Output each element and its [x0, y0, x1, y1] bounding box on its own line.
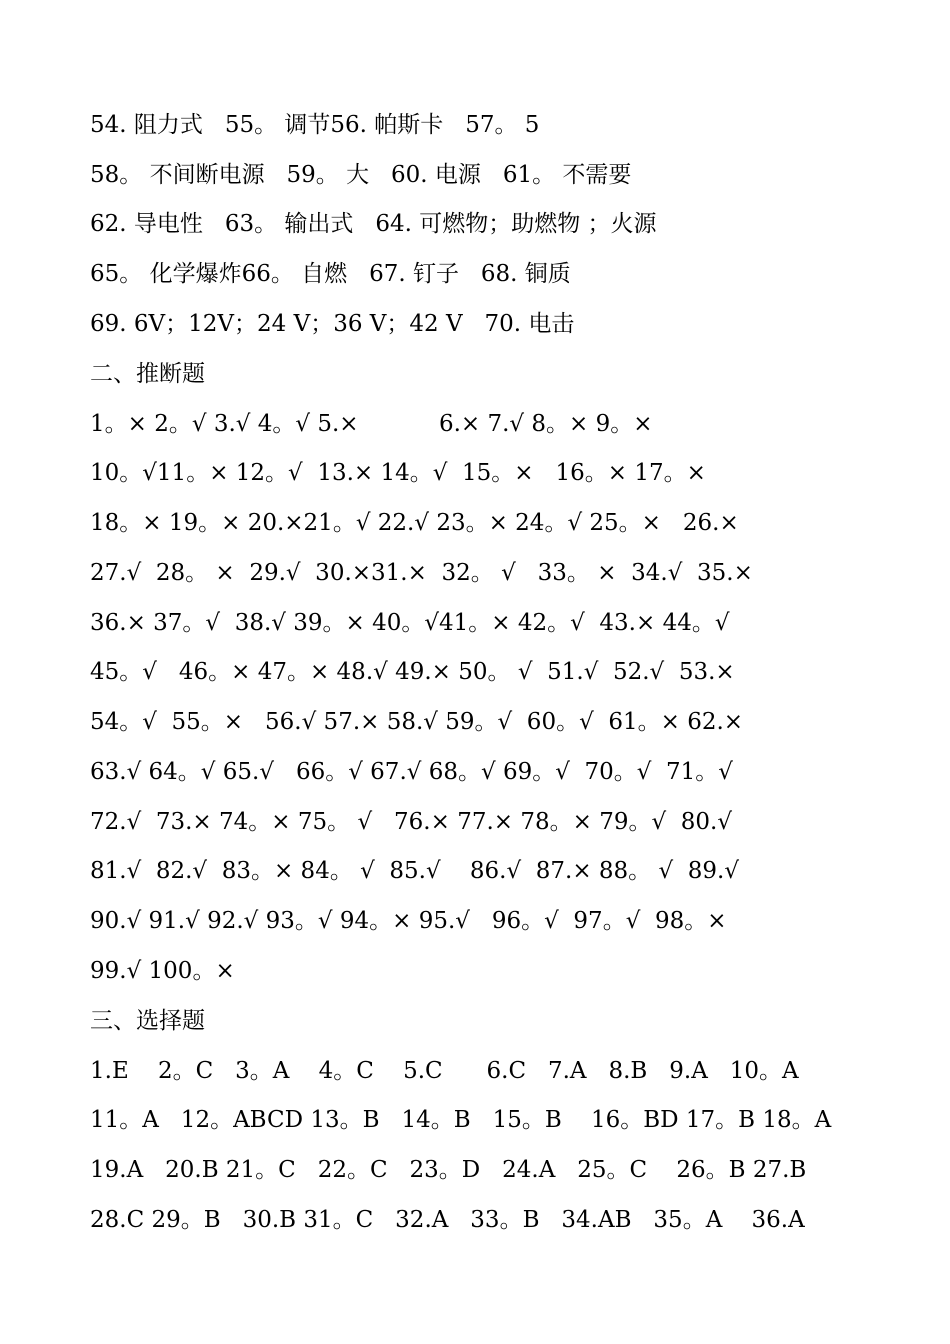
fill-in-line-1: 54. 阻力式 55。 调节56. 帕斯卡 57。 5: [90, 112, 540, 138]
judgment-line-10: 81.√ 82.√ 83。× 84。 √ 85.√ 86.√ 87.× 88。 √ 89.√: [90, 858, 739, 884]
judgment-line-6: 45。√ 46。× 47。× 48.√ 49.× 50。 √ 51.√ 52.√ 53.×: [90, 659, 735, 685]
choice-line-4: 28.C 29。B 30.B 31。C 32.A 33。B 34.AB 35。A 36.A: [90, 1207, 805, 1233]
section-heading-judgment: 二、推断题: [90, 361, 205, 387]
judgment-line-8: 63.√ 64。√ 65.√ 66。√ 67.√ 68。√ 69。√ 70。√ 71。√: [90, 759, 733, 785]
judgment-line-7: 54。√ 55。× 56.√ 57.× 58.√ 59。√ 60。√ 61。× 62.×: [90, 709, 744, 735]
judgment-line-1: 1。× 2。√ 3.√ 4。√ 5.× 6.× 7.√ 8。× 9。×: [90, 411, 653, 437]
fill-in-line-2: 58。 不间断电源 59。 大 60. 电源 61。 不需要: [90, 162, 632, 188]
judgment-line-3: 18。× 19。× 20.×21。√ 22.√ 23。× 24。√ 25。× 26.×: [90, 510, 739, 536]
fill-in-line-3: 62. 导电性 63。 输出式 64. 可燃物；助燃物 ；火源: [90, 211, 657, 237]
judgment-line-2: 10。√11。× 12。√ 13.× 14。√ 15。× 16。× 17。×: [90, 460, 706, 486]
choice-line-2: 11。A 12。ABCD 13。B 14。B 15。B 16。BD 17。B 18。A: [90, 1107, 832, 1133]
judgment-line-5: 36.× 37。√ 38.√ 39。× 40。√41。× 42。√ 43.× 44。√: [90, 610, 730, 636]
judgment-line-12: 99.√ 100。×: [90, 958, 235, 984]
fill-in-line-4: 65。 化学爆炸66。 自燃 67. 钉子 68. 铜质: [90, 261, 571, 287]
judgment-line-11: 90.√ 91.√ 92.√ 93。√ 94。× 95.√ 96。√ 97。√ 98。×: [90, 908, 727, 934]
choice-line-3: 19.A 20.B 21。C 22。C 23。D 24.A 25。C 26。B 27.B: [90, 1157, 807, 1183]
section-heading-choice: 三、选择题: [90, 1008, 205, 1034]
fill-in-line-5: 69. 6V；12V；24 V；36 V；42 V 70. 电击: [90, 311, 575, 337]
judgment-line-4: 27.√ 28。 × 29.√ 30.×31.× 32。 √ 33。 × 34.√ 35.×: [90, 560, 753, 586]
choice-line-1: 1.E 2。C 3。A 4。C 5.C 6.C 7.A 8.B 9.A 10。A: [90, 1058, 799, 1084]
judgment-line-9: 72.√ 73.× 74。× 75。 √ 76.× 77.× 78。× 79。√ 80.√: [90, 809, 732, 835]
